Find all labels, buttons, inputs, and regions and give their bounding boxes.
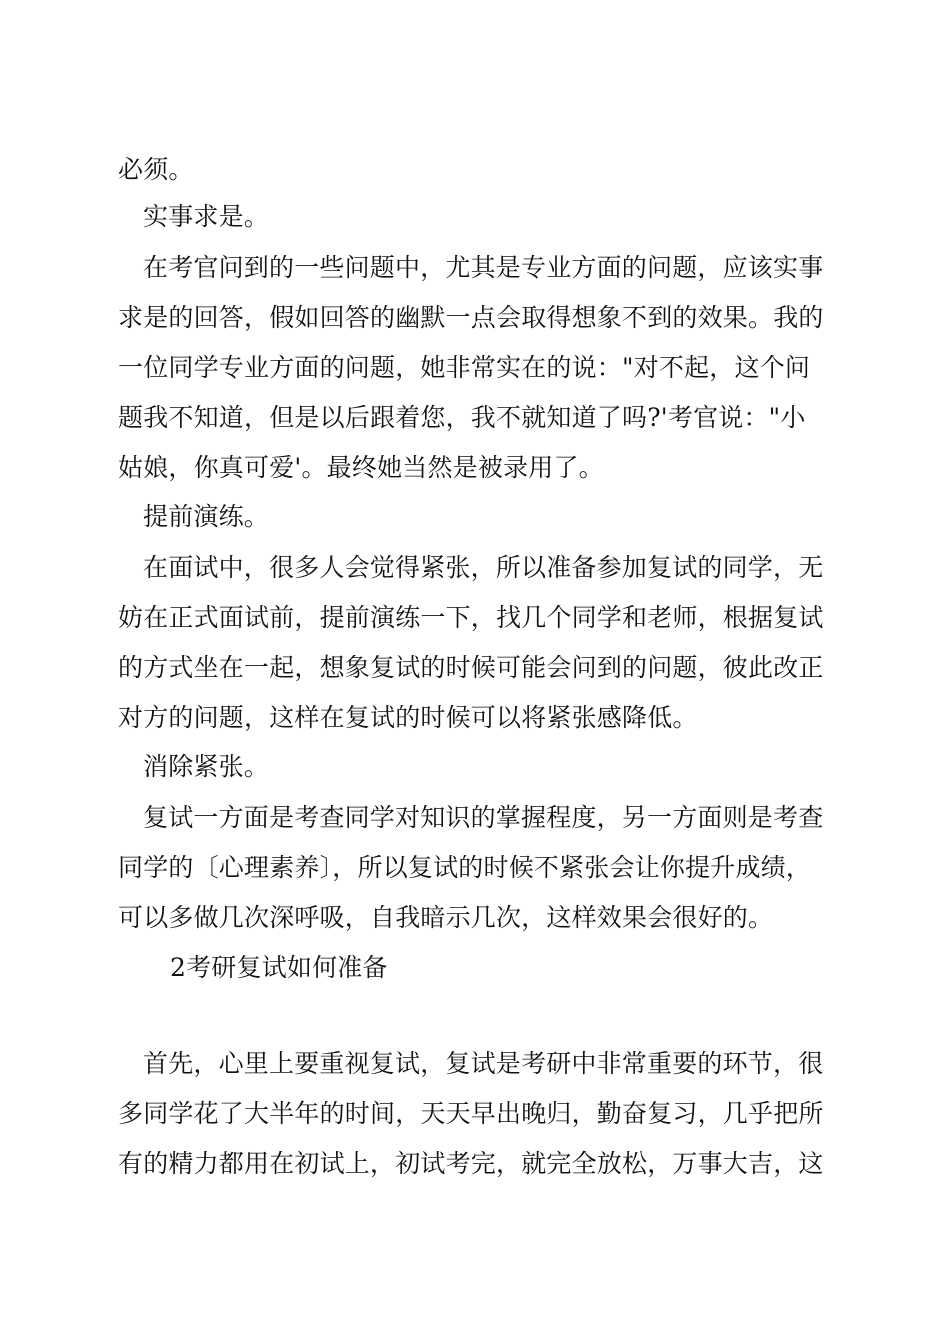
paragraph-heading: 实事求是。 <box>143 202 270 231</box>
text-line: 必须。 <box>118 155 194 184</box>
text-line: 有的精力都用在初试上，初试考完，就完全放松，万事大吉，这 <box>118 1149 824 1178</box>
text-line: 同学的〔心理素养〕，所以复试的时候不紧张会让你提升成绩， <box>118 853 812 882</box>
text-line: 在面试中，很多人会觉得紧张，所以准备参加复试的同学，无 <box>143 553 824 582</box>
text-line: 妨在正式面试前，提前演练一下，找几个同学和老师，根据复试 <box>118 603 824 632</box>
paragraph-heading: 消除紧张。 <box>143 752 270 781</box>
text-line: 题我不知道，但是以后跟着您，我不就知道了吗?'考官说："小 <box>118 403 806 432</box>
paragraph-heading: 提前演练。 <box>143 502 270 531</box>
text-line: 首先，心里上要重视复试，复试是考研中非常重要的环节，很 <box>143 1049 824 1078</box>
section-heading: 2考研复试如何准备 <box>170 953 388 982</box>
text-line: 的方式坐在一起，想象复试的时候可能会问到的问题，彼此改正 <box>118 653 824 682</box>
text-line: 一位同学专业方面的问题，她非常实在的说："对不起，这个问 <box>118 353 811 382</box>
text-line: 对方的问题，这样在复试的时候可以将紧张感降低。 <box>118 703 698 732</box>
text-line: 姑娘，你真可爱'。最终她当然是被录用了。 <box>118 453 604 482</box>
text-line: 可以多做几次深呼吸，自我暗示几次，这样效果会很好的。 <box>118 903 774 932</box>
text-line: 在考官问到的一些问题中，尤其是专业方面的问题，应该实事 <box>143 253 824 282</box>
text-line: 求是的回答，假如回答的幽默一点会取得想象不到的效果。我的 <box>118 303 824 332</box>
text-line: 多同学花了大半年的时间，天天早出晚归，勤奋复习，几乎把所 <box>118 1099 824 1128</box>
text-line: 复试一方面是考查同学对知识的掌握程度，另一方面则是考查 <box>143 803 824 832</box>
